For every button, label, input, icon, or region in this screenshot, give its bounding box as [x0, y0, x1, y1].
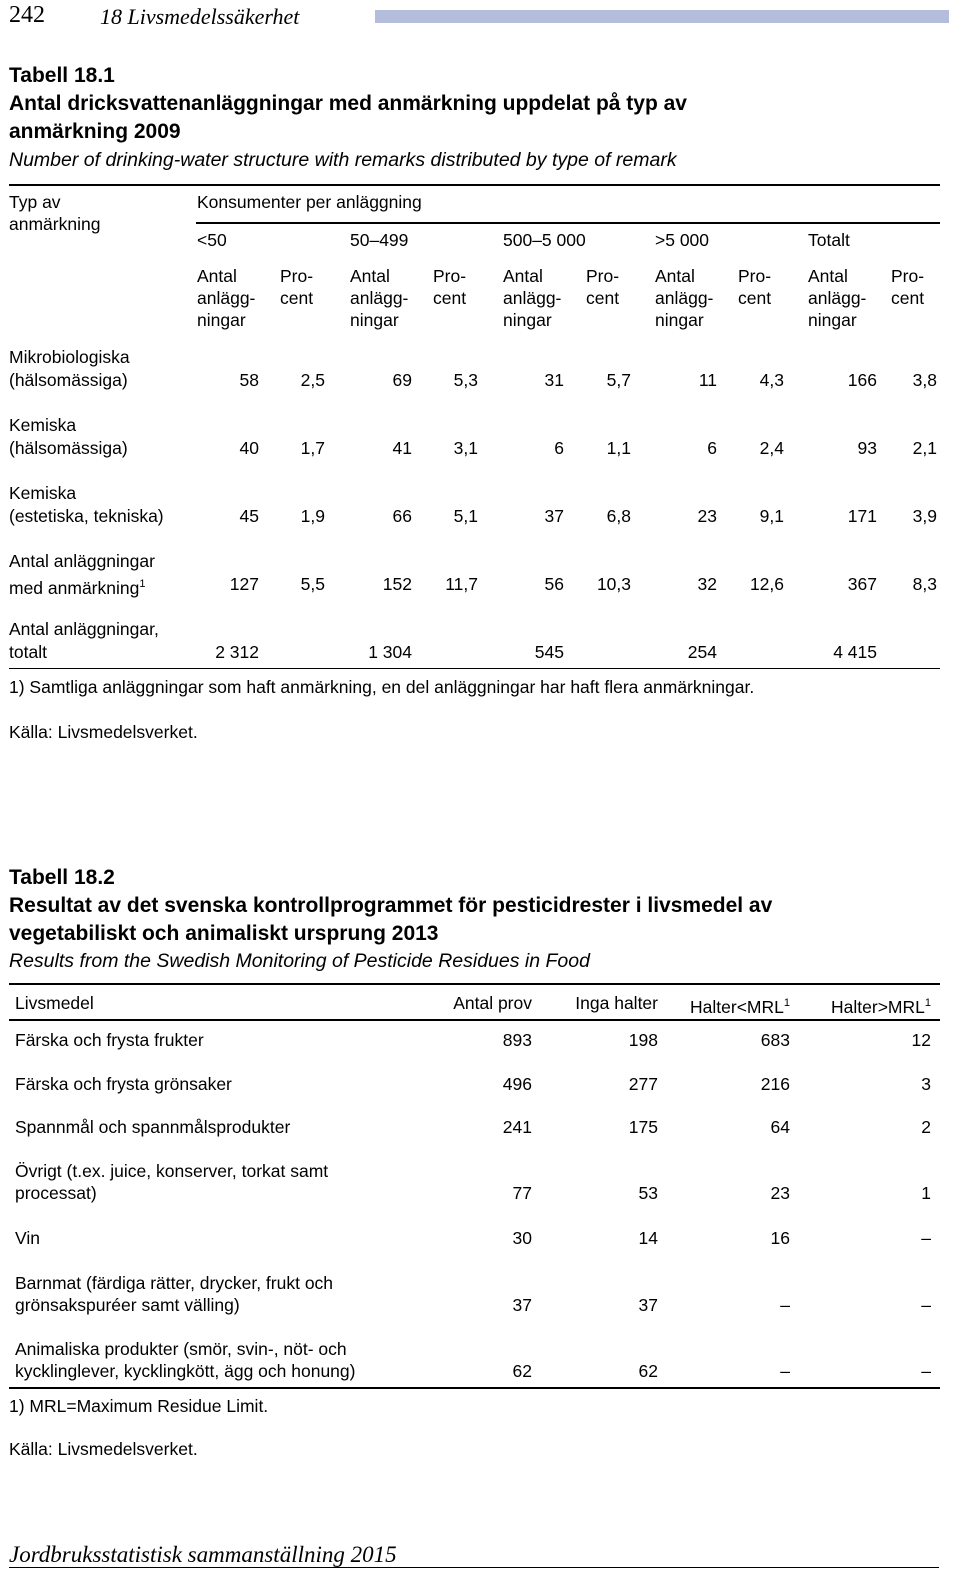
table1-top-rule: [9, 184, 940, 186]
table-cell: 16: [770, 1228, 790, 1248]
table-cell: 12: [911, 1030, 931, 1050]
table-cell: 6: [707, 438, 717, 458]
table-cell: 5,3: [453, 370, 478, 390]
table-cell: 545: [534, 642, 564, 662]
table-cell: 2,1: [912, 438, 937, 458]
col-head-procent: cent: [280, 288, 314, 308]
table-cell: 1: [921, 1183, 931, 1203]
table-cell: 64: [770, 1117, 790, 1137]
table-cell: 241: [502, 1117, 532, 1137]
row-label: Antal anläggningar: [9, 551, 155, 571]
col-head-procent: Pro-: [433, 266, 467, 286]
table-cell: 2 312: [215, 642, 259, 662]
col-head-procent: Pro-: [586, 266, 620, 286]
table-cell: 2,5: [300, 370, 325, 390]
table-cell: 53: [638, 1183, 658, 1203]
row-label: Övrigt (t.ex. juice, konserver, torkat samt: [15, 1161, 329, 1181]
table-cell: 23: [770, 1183, 790, 1203]
table-cell: 1 304: [368, 642, 412, 662]
table-cell: –: [780, 1295, 790, 1315]
row-label: Spannmål och spannmålsprodukter: [15, 1117, 291, 1137]
table-cell: 216: [760, 1074, 790, 1094]
col-head-antal: Antal: [197, 266, 237, 286]
table2-title-line2: vegetabiliskt och animaliskt ursprung 2013: [9, 922, 439, 945]
col-head: Antal prov: [453, 993, 532, 1013]
stub-head: Typ av: [9, 192, 61, 212]
table-cell: 62: [512, 1361, 532, 1381]
row-label: Mikrobiologiska: [9, 347, 130, 367]
row-label: med anmärkning$^1$: [9, 577, 146, 598]
table-cell: –: [921, 1295, 931, 1315]
row-label: Barnmat (färdiga rätter, drycker, frukt och: [15, 1273, 334, 1293]
table-cell: 3,8: [912, 370, 937, 390]
col-head-antal: ningar: [655, 310, 704, 330]
row-label: (hälsomässiga): [9, 370, 128, 390]
footnote-mark: 1: [924, 997, 931, 1009]
table-cell: 2: [921, 1117, 931, 1137]
table-cell: 14: [638, 1228, 658, 1248]
table-cell: 11,7: [445, 574, 478, 594]
table-cell: 11: [698, 370, 717, 390]
col-head-antal: Antal: [808, 266, 848, 286]
col-head-procent: Pro-: [891, 266, 925, 286]
table-cell: 69: [392, 370, 412, 390]
row-label: (hälsomässiga): [9, 438, 128, 458]
spanner-head: Konsumenter per anläggning: [197, 192, 422, 212]
table2-title-line1: Resultat av det svenska kontrollprogrammet för pesticidrester i livsmedel av: [9, 894, 773, 917]
table1-bottom-rule: [9, 668, 940, 669]
col-head-procent: cent: [738, 288, 772, 308]
group-head: Totalt: [808, 230, 850, 250]
table-cell: 4,3: [759, 370, 784, 390]
table-cell: 367: [847, 574, 877, 594]
col-head-antal: anlägg-: [503, 288, 562, 308]
col-head-procent: Pro-: [280, 266, 314, 286]
table-cell: 683: [760, 1030, 790, 1050]
col-head-procent: cent: [433, 288, 467, 308]
group-head: <50: [197, 230, 227, 250]
table-cell: 9,1: [759, 506, 784, 526]
row-label: Kemiska: [9, 483, 77, 503]
table-cell: 1,9: [300, 506, 325, 526]
table-cell: 166: [847, 370, 877, 390]
table-cell: 5,7: [606, 370, 631, 390]
row-label: totalt: [9, 642, 47, 662]
table-cell: 254: [687, 642, 717, 662]
table2-top-rule: [9, 983, 940, 985]
group-head: 50–499: [350, 230, 409, 250]
col-head-antal: ningar: [197, 310, 246, 330]
footnote-mark: 1: [783, 997, 790, 1009]
page-number: 242: [9, 2, 45, 28]
group-head: 500–5 000: [503, 230, 586, 250]
table-cell: 41: [392, 438, 412, 458]
table-cell: 1,1: [606, 438, 631, 458]
table-cell: 6: [554, 438, 564, 458]
col-head-antal: anlägg-: [197, 288, 256, 308]
table-cell: 66: [392, 506, 412, 526]
table2-header-rule: [9, 1019, 940, 1021]
table-cell: 23: [697, 506, 717, 526]
table-cell: 93: [857, 438, 877, 458]
table-cell: 127: [229, 574, 259, 594]
table-cell: 37: [638, 1295, 658, 1315]
row-label: grönsakspuréer samt välling): [15, 1295, 240, 1315]
table-cell: 175: [628, 1117, 658, 1137]
page-footer: Jordbruksstatistisk sammanställning 2015: [9, 1542, 397, 1567]
table-cell: 10,3: [596, 574, 631, 594]
table-cell: 277: [628, 1074, 658, 1094]
col-head: $Halter<MRL^1$: [690, 996, 790, 1017]
table2-subtitle: Results from the Swedish Monitoring of Pesticide Residues in Food: [9, 950, 590, 972]
table-cell: 6,8: [606, 506, 631, 526]
table-cell: 37: [512, 1295, 532, 1315]
table-cell: 3,9: [912, 506, 937, 526]
table-cell: 1,7: [300, 438, 325, 458]
table-cell: 40: [239, 438, 259, 458]
table-cell: 496: [502, 1074, 532, 1094]
table1-title-line2: anmärkning 2009: [9, 120, 181, 143]
table-cell: 58: [239, 370, 259, 390]
table-cell: 77: [512, 1183, 532, 1203]
table1-footnote: 1) Samtliga anläggningar som haft anmärkning, en del anläggningar har haft flera anmärkningar.: [9, 677, 755, 697]
col-head-antal: anlägg-: [350, 288, 409, 308]
page-header: [9, 2, 949, 32]
row-label: Färska och frysta grönsaker: [15, 1074, 232, 1094]
table-cell: 5,5: [300, 574, 325, 594]
table-cell: 2,4: [759, 438, 784, 458]
table-cell: 3,1: [453, 438, 478, 458]
row-label: Animaliska produkter (smör, svin-, nöt- och: [15, 1339, 347, 1359]
col-head-procent: cent: [586, 288, 620, 308]
table1-title-line1: Antal dricksvattenanläggningar med anmärkning uppdelat på typ av: [9, 92, 687, 115]
col-head-antal: ningar: [808, 310, 857, 330]
col-head-antal: ningar: [350, 310, 399, 330]
row-label: (estetiska, tekniska): [9, 506, 164, 526]
table-cell: 5,1: [453, 506, 478, 526]
table-cell: 30: [512, 1228, 532, 1248]
row-label: Antal anläggningar,: [9, 619, 159, 639]
table2-source: Källa: Livsmedelsverket.: [9, 1439, 198, 1459]
col-head: Inga halter: [575, 993, 658, 1013]
row-label: processat): [15, 1183, 97, 1203]
row-label: kycklinglever, kycklingkött, ägg och honung): [15, 1361, 356, 1381]
table2-bottom-rule: [9, 1387, 940, 1389]
row-label: Färska och frysta frukter: [15, 1030, 204, 1050]
table-cell: –: [921, 1361, 931, 1381]
table1-spanner-rule: [196, 222, 940, 224]
table-cell: –: [921, 1228, 931, 1248]
row-label: Kemiska: [9, 415, 77, 435]
table-cell: 31: [544, 370, 564, 390]
col-head: Livsmedel: [15, 993, 94, 1013]
group-head: >5 000: [655, 230, 710, 250]
table1-subtitle: Number of drinking-water structure with remarks distributed by type of remark: [9, 149, 677, 171]
table-cell: 152: [382, 574, 412, 594]
col-head-antal: ningar: [503, 310, 552, 330]
table2-label: Tabell 18.2: [9, 866, 115, 889]
col-head: $Halter>MRL^1$: [831, 996, 931, 1017]
footer-rule: [9, 1567, 939, 1568]
table-cell: 8,3: [912, 574, 937, 594]
stub-head: anmärkning: [9, 214, 101, 234]
col-head-procent: Pro-: [738, 266, 772, 286]
table-cell: 56: [544, 574, 564, 594]
table-cell: 893: [502, 1030, 532, 1050]
table-cell: 45: [239, 506, 259, 526]
col-head-antal: anlägg-: [655, 288, 714, 308]
table1-label: Tabell 18.1: [9, 64, 115, 87]
header-bar: [375, 10, 949, 23]
table-cell: 62: [638, 1361, 658, 1381]
row-label: Vin: [15, 1228, 40, 1248]
table-cell: 3: [921, 1074, 931, 1094]
table-cell: 171: [847, 506, 877, 526]
col-head-antal: Antal: [503, 266, 543, 286]
footnote-mark: 1: [139, 578, 146, 590]
table-cell: 12,6: [749, 574, 784, 594]
table2-footnote: 1) MRL=Maximum Residue Limit.: [9, 1396, 269, 1416]
table-cell: 32: [697, 574, 717, 594]
col-head-antal: Antal: [350, 266, 390, 286]
table-cell: 4 415: [833, 642, 877, 662]
col-head-antal: Antal: [655, 266, 695, 286]
col-head-antal: anlägg-: [808, 288, 867, 308]
table-cell: –: [780, 1361, 790, 1381]
table1-source: Källa: Livsmedelsverket.: [9, 722, 198, 742]
table-cell: 37: [544, 506, 564, 526]
col-head-procent: cent: [891, 288, 925, 308]
section-title: 18 Livsmedelssäkerhet: [100, 4, 300, 29]
table-cell: 198: [628, 1030, 658, 1050]
